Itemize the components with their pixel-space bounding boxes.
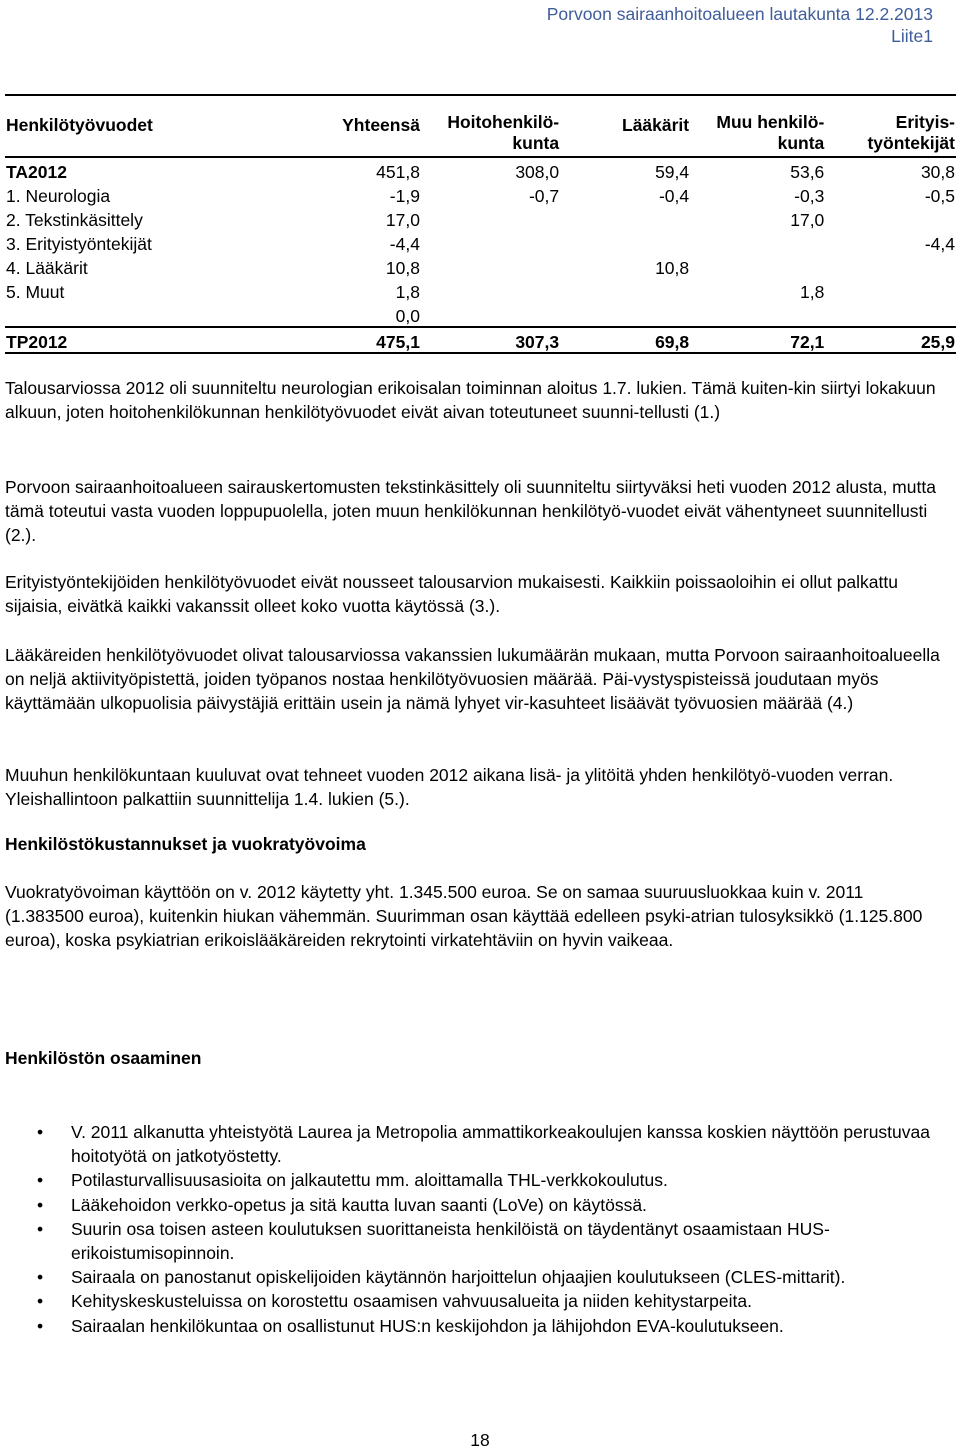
header-title: Porvoon sairaanhoitoalueen lautakunta 12.2.2013 xyxy=(546,4,933,24)
cell-hoitohenkilokunta: 307,3 xyxy=(421,327,560,353)
table-row xyxy=(5,157,956,182)
table-row xyxy=(5,302,956,327)
cell-yhteensa: 17,0 xyxy=(385,210,420,230)
cell-laakarit: 69,8 xyxy=(560,327,690,353)
bullet-icon: • xyxy=(37,1194,44,1215)
cell-laakarit: 59,4 xyxy=(655,162,690,182)
cell-muu-henkilokunta: 1,8 xyxy=(799,282,825,302)
list-item: • Lääkehoidon verkko-opetus ja sitä kautta luvan saanti (LoVe) on käytössä. xyxy=(0,1193,950,1217)
col-header-laakarit: Lääkärit xyxy=(560,95,690,157)
table-row xyxy=(5,206,956,230)
bullet-icon: • xyxy=(37,1170,44,1191)
cell-yhteensa: 451,8 xyxy=(376,162,420,182)
cell-hoitohenkilokunta: -0,7 xyxy=(528,186,560,206)
list-item: • Sairaala on panostanut opiskelijoiden käytännön harjoittelun ohjaajien koulutukseen (CLES-mittarit). xyxy=(0,1265,950,1289)
cell-muu-henkilokunta: 53,6 xyxy=(790,162,825,182)
cell-laakarit xyxy=(560,230,690,254)
col-header-hoitohenkilokunta: Hoitohenkilö- kunta xyxy=(421,95,560,157)
cell-laakarit: -0,4 xyxy=(658,186,690,206)
row-label: 5. Muut xyxy=(6,282,65,302)
list-item: • Kehityskeskusteluissa on korostettu osaamisen vahvuusalueita ja niiden kehitystarpeita. xyxy=(0,1289,950,1313)
col-header-erityistyontekijat: Erityis- työntekijät xyxy=(825,95,956,157)
bullet-icon: • xyxy=(37,1291,44,1312)
cell-erityistyontekijat: -4,4 xyxy=(924,234,955,254)
paragraph-other-staff: Muuhun henkilökuntaan kuuluvat ovat tehneet vuoden 2012 aikana lisä- ja ylitöitä yhden henkilötyö-vuoden verran. Yleishallintoon palkattiin suunnittelija 1.4. lukien (5.). xyxy=(5,765,894,810)
cell-yhteensa: -1,9 xyxy=(389,186,420,206)
cell-muu-henkilokunta: -0,3 xyxy=(794,186,825,206)
cell-hoitohenkilokunta xyxy=(421,230,560,254)
list-item: • Suurin osa toisen asteen koulutuksen suorittaneista henkilöistä on täydentänyt osaamistaan HUS-erikoistumisopinnoin. xyxy=(37,1218,830,1264)
row-label: 4. Lääkärit xyxy=(6,258,88,278)
row-label: 3. Erityistyöntekijät xyxy=(6,234,152,254)
cell-erityistyontekijat: 25,9 xyxy=(825,327,956,353)
table-row xyxy=(5,230,956,254)
cell-yhteensa: 1,8 xyxy=(395,282,420,302)
header-appendix: Liite1 xyxy=(891,26,933,46)
cell-muu-henkilokunta xyxy=(690,230,825,254)
cell-laakarit xyxy=(560,278,690,302)
table-header-row xyxy=(5,95,956,157)
list-item: • Potilasturvallisuusasioita on jalkautettu mm. aloittamalla THL-verkkokoulutus. xyxy=(0,1168,950,1192)
col-header-muu-henkilokunta: Muu henkilö- kunta xyxy=(690,95,825,157)
row-label xyxy=(5,302,236,327)
col-header-henkilotyovuodet: Henkilötyövuodet xyxy=(5,95,236,157)
cell-erityistyontekijat xyxy=(825,254,956,278)
cell-muu-henkilokunta xyxy=(690,254,825,278)
bullet-icon: • xyxy=(37,1315,44,1336)
cell-erityistyontekijat: 30,8 xyxy=(920,162,955,182)
cell-erityistyontekijat xyxy=(825,206,956,230)
bullet-icon: • xyxy=(37,1267,44,1288)
col-header-yhteensa: Yhteensä xyxy=(236,95,421,157)
row-label: TP2012 xyxy=(5,327,236,353)
cell-hoitohenkilokunta: 308,0 xyxy=(515,162,560,182)
row-label: TA2012 xyxy=(6,162,67,182)
paragraph-text-processing: Porvoon sairaanhoitoalueen sairauskertomusten tekstinkäsittely oli suunniteltu siirtyväksi heti vuoden 2012 alusta, mutta tämä toteutui vasta vuoden loppupuolella, joten muun henkilökunnan henkilötyö-vuodet eivät vähentyneet suunnitellusti (2.). xyxy=(5,477,936,546)
cell-hoitohenkilokunta xyxy=(421,278,560,302)
cell-yhteensa: 475,1 xyxy=(236,327,421,353)
cell-laakarit xyxy=(560,302,690,327)
cell-erityistyontekijat xyxy=(825,278,956,302)
cell-erityistyontekijat: -0,5 xyxy=(924,186,955,206)
cell-muu-henkilokunta: 72,1 xyxy=(690,327,825,353)
paragraph-doctors: Lääkäreiden henkilötyövuodet olivat talousarviossa vakanssien lukumäärän mukaan, mutta Porvoon sairaanhoitoalueella on neljä aktiivityöpistettä, joiden työpanos nostaa henkilötyövuosien määrää. Päi-vystyspisteissä joudutaan myös käyttämään ulkopuolisia päivystäjiä erittäin usein ja nämä lyhyet vir-kasuhteet lisäävät työvuosien määrää (4.) xyxy=(5,645,940,714)
table-row xyxy=(5,182,956,206)
paragraph-neurology: Talousarviossa 2012 oli suunniteltu neurologian erikoisalan toiminnan aloitus 1.7. lukien. Tämä kuiten-kin siirtyi lokakuun alkuun, joten hoitohenkilökunnan henkilötyövuodet eivät aivan toteutuneet suunni-tellusti (1.) xyxy=(5,378,936,423)
cell-yhteensa: 0,0 xyxy=(395,306,420,326)
page-number: 18 xyxy=(470,1430,490,1450)
list-item: • V. 2011 alkanutta yhteistyötä Laurea ja Metropolia ammattikorkeakoulujen kanssa koskien näyttöön perustuvaa hoitotyötä on jatkotyöstetty. xyxy=(37,1122,930,1167)
cell-hoitohenkilokunta xyxy=(421,206,560,230)
competence-list xyxy=(0,1120,950,1338)
bullet-icon: • xyxy=(37,1218,44,1239)
paragraph-agency-labour: Vuokratyövoiman käyttöön on v. 2012 käytetty yht. 1.345.500 euroa. Se on samaa suuruusluokkaa kuin v. 2011 (1.383500 euroa), kuitenkin hiukan vähemmän. Suurimman osan käyttää edelleen psyki-atrian tulosyksikkö (1.125.800 euroa), koska psykiatrian erikoislääkäreiden rekrytointi virkatehtäviin on hyvin vaikeaa. xyxy=(5,882,923,951)
row-label: 1. Neurologia xyxy=(6,186,111,206)
list-item: • Sairaalan henkilökuntaa on osallistunut HUS:n keskijohdon ja lähijohdon EVA-koulutukseen. xyxy=(0,1314,950,1338)
paragraph-special-workers: Erityistyöntekijöiden henkilötyövuodet eivät nousseet talousarvion mukaisesti. Kaikkiin poissaoloihin ei ollut palkattu sijaisia, eivätkä kaikki vakanssit olleet koko vuotta käytössä (3.). xyxy=(5,572,898,617)
cell-muu-henkilokunta: 17,0 xyxy=(790,210,825,230)
cell-yhteensa: -4,4 xyxy=(389,234,420,254)
cell-erityistyontekijat xyxy=(825,302,956,327)
table-row xyxy=(5,254,956,278)
cell-hoitohenkilokunta xyxy=(421,302,560,327)
cell-muu-henkilokunta xyxy=(690,302,825,327)
section-heading-costs: Henkilöstökustannukset ja vuokratyövoima xyxy=(5,834,366,854)
cell-laakarit xyxy=(560,206,690,230)
staff-years-table xyxy=(5,94,956,354)
table-total-row xyxy=(5,327,956,353)
cell-laakarit: 10,8 xyxy=(655,258,690,278)
section-heading-competence: Henkilöstön osaaminen xyxy=(5,1048,202,1068)
row-label: 2. Tekstinkäsittely xyxy=(6,210,143,230)
cell-hoitohenkilokunta xyxy=(421,254,560,278)
cell-yhteensa: 10,8 xyxy=(385,258,420,278)
table-row xyxy=(5,278,956,302)
bullet-icon: • xyxy=(37,1122,44,1142)
